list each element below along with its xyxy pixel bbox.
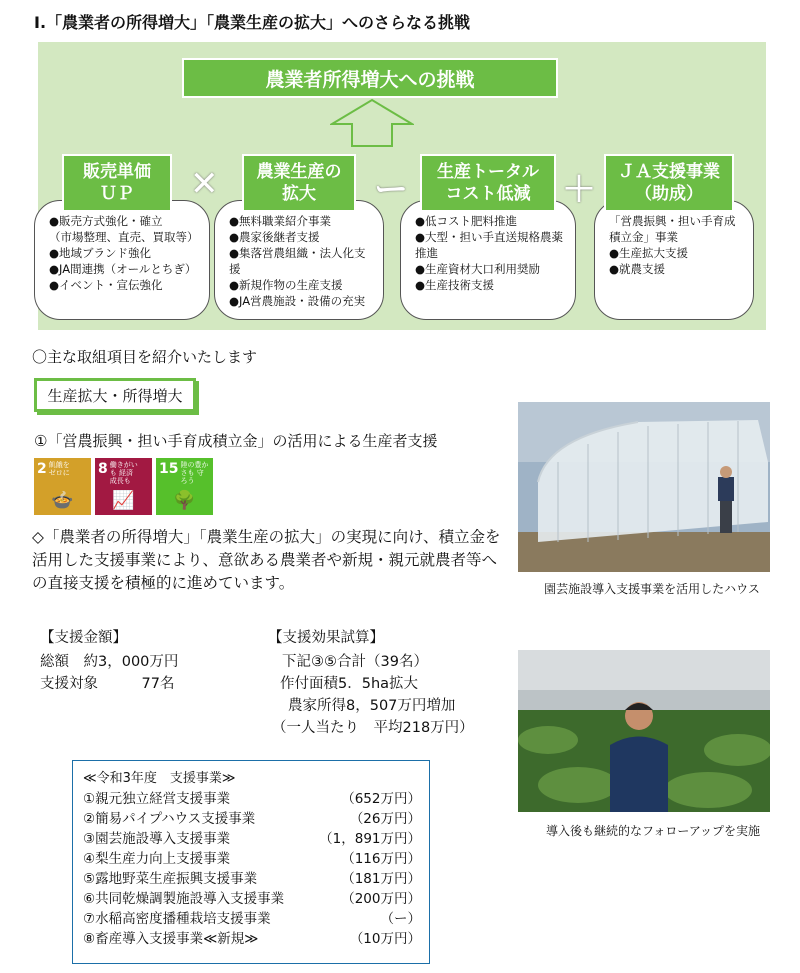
project-name: ⑧畜産導入支援事業≪新規≫ (83, 931, 259, 947)
project-amount: （10万円） (349, 931, 421, 947)
subsection-title: ①「営農振興・担い手育成積立金」の活用による生産者支援 (34, 432, 438, 450)
bubble-line: ●JA間連携（オールとちぎ） (49, 262, 197, 276)
minus-icon: ー (374, 170, 408, 210)
bubble-line: ●新規作物の生産支援 (229, 278, 343, 292)
amount-recipients: 支援対象 77名 (40, 676, 175, 692)
bubble-ja-support (594, 200, 754, 320)
bubble-line: ●生産拡大支援 (609, 246, 689, 260)
list-item (83, 849, 421, 869)
sdg-number: 2 (37, 461, 47, 477)
bubble-line: ●無料職業紹介事業 (229, 214, 332, 228)
photo2-caption: 導入後も継続的なフォローアップを実施 (546, 824, 760, 838)
sdg-8-icon (95, 458, 152, 515)
list-item (83, 929, 421, 949)
photo1-caption: 園芸施設導入支援事業を活用したハウス (544, 582, 760, 596)
project-name: ⑥共同乾燥調製施設導入支援事業 (83, 891, 285, 907)
project-name: ③園芸施設導入支援事業 (83, 831, 231, 847)
bubble-line: ●大型・担い手直送規格農薬 (415, 230, 564, 244)
bubble-production (214, 200, 384, 320)
growth-chart-icon: 📈 (112, 490, 135, 511)
amount-heading: 【支援金額】 (40, 630, 127, 646)
effect-row: （一人当たり 平均218万円） (272, 720, 474, 736)
pillar-line: 農業生産の (256, 162, 342, 182)
greenhouse-photo (518, 402, 770, 572)
bubble-line: ●イベント・宣伝強化 (49, 278, 163, 292)
list-item (83, 789, 421, 809)
project-amount: （26万円） (349, 811, 421, 827)
sdg-15-icon (156, 458, 213, 515)
list-item (83, 909, 421, 929)
effect-row: 下記③⑤合計（39名） (282, 654, 428, 670)
category-tag: 生産拡大・所得増大 (34, 378, 196, 412)
pillar-line: 拡大 (282, 184, 316, 204)
bubble-line: ●集落営農組織・法人化支援 (229, 246, 366, 276)
bubble-line: ●地域ブランド強化 (49, 246, 152, 260)
project-name: ①親元独立経営支援事業 (83, 791, 231, 807)
sdg-number: 8 (98, 461, 108, 477)
section-intro: 〇主な取組項目を紹介いたします (32, 348, 258, 366)
bubble-line: ●就農支援 (609, 262, 666, 276)
effect-heading: 【支援効果試算】 (268, 630, 384, 646)
bowl-icon: 🍲 (51, 490, 74, 511)
pillar-production (242, 154, 356, 212)
up-arrow-icon (330, 98, 414, 148)
bubble-sales (34, 200, 210, 320)
bubble-line: （市場整理、直売、買取等） (49, 230, 199, 244)
bubble-cost (400, 200, 576, 320)
pillar-line: 生産トータル (437, 162, 539, 182)
bubble-line: ●農家後継者支援 (229, 230, 320, 244)
bubble-line: 積立金」事業 (609, 230, 678, 244)
projects-list (72, 760, 430, 964)
pillar-cost (420, 154, 556, 212)
sdg-text: 陸の豊かさも 守ろう (180, 461, 209, 485)
pillar-line: コスト低減 (445, 184, 531, 204)
list-item (83, 889, 421, 909)
project-amount: （652万円） (341, 791, 421, 807)
bubble-line: ●生産技術支援 (415, 278, 495, 292)
project-amount: （200万円） (341, 891, 421, 907)
projects-title: ≪令和3年度 支援事業≫ (83, 771, 236, 786)
effect-row: 農家所得8，507万円増加 (288, 698, 456, 714)
list-item (83, 809, 421, 829)
pillar-line: （助成） (635, 184, 703, 204)
pillar-line: ＪＡ支援事業 (618, 162, 720, 182)
multiply-icon: ✕ (190, 164, 219, 204)
bubble-line: 「営農振興・担い手育成 (609, 214, 736, 228)
farmer-photo (518, 650, 770, 812)
pillar-line: ＵＰ (100, 184, 134, 204)
project-name: ⑦水稲高密度播種栽培支援事業 (83, 911, 271, 927)
bubble-line: ●低コスト肥料推進 (415, 214, 518, 228)
plus-icon: ＋ (562, 170, 596, 210)
description-text: ◇「農業者の所得増大」「農業生産の拡大」の実現に向け、積立金を活用した支援事業により、意欲ある農業者や新規・親元就農者等への直接支援を積極的に進めています。 (32, 528, 501, 592)
bubble-line: ●販売方式強化・確立 (49, 214, 163, 228)
project-amount: （ー） (380, 911, 421, 927)
bubble-line: ●生産資材大口利用奨励 (415, 262, 541, 276)
project-name: ④梨生産力向上支援事業 (83, 851, 231, 867)
project-amount: （181万円） (341, 871, 421, 887)
pillar-sales-price (62, 154, 172, 212)
pillar-line: 販売単価 (83, 162, 151, 182)
list-item (83, 829, 421, 849)
sdg-2-icon (34, 458, 91, 515)
sdg-text: 飢餓を ゼロに (48, 461, 70, 477)
sdg-number: 15 (159, 461, 179, 477)
project-name: ②簡易パイプハウス支援事業 (83, 811, 256, 827)
amount-total: 総額 約3，000万円 (40, 654, 179, 670)
sdg-text: 働きがいも 経済成長も (109, 461, 138, 485)
project-amount: （116万円） (341, 851, 421, 867)
bubble-line: ●JA営農施設・設備の充実 (229, 294, 366, 308)
project-name: ⑤露地野菜生産振興支援事業 (83, 871, 258, 887)
tree-icon: 🌳 (173, 490, 196, 511)
list-item (83, 869, 421, 889)
goal-banner: 農業者所得増大への挑戦 (182, 58, 558, 98)
page-heading: Ⅰ.「農業者の所得増大」「農業生産の拡大」へのさらなる挑戦 (34, 13, 471, 32)
bubble-line: 推進 (415, 246, 438, 260)
pillar-ja-support (604, 154, 734, 212)
project-amount: （1，891万円） (319, 831, 421, 847)
effect-row: 作付面積5．5ha拡大 (280, 676, 419, 692)
